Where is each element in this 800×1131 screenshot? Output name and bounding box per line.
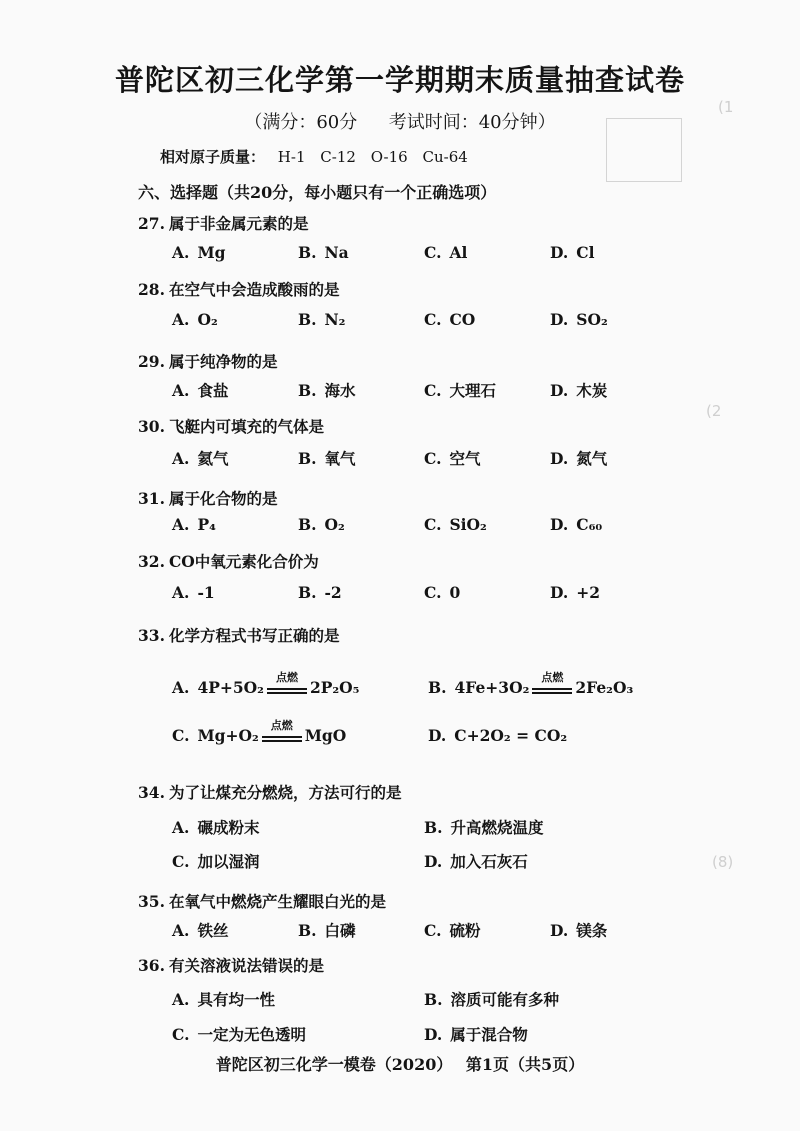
option-letter: A. [172, 818, 190, 837]
option [550, 583, 600, 602]
option-text: 加以湿润 [197, 852, 260, 871]
question-stem [138, 350, 277, 372]
option [172, 719, 347, 745]
question-text: 在氧气中燃烧产生耀眼白光的是 [168, 892, 386, 911]
option-text: 氦气 [197, 449, 229, 468]
option-text: 碾成粉末 [197, 818, 260, 837]
question-stem [138, 781, 401, 803]
option-text: 硫粉 [449, 921, 481, 940]
equation-products: 2Fe₂O₃ [575, 678, 634, 697]
option-text: CO [449, 310, 476, 329]
reaction-condition: 点燃 [270, 719, 293, 732]
option-letter: D. [428, 726, 447, 745]
option [172, 919, 228, 941]
atomic-mass-item: Cu-64 [422, 148, 468, 166]
option-text: O₂ [324, 515, 345, 534]
option-letter: B. [424, 818, 443, 837]
reaction-condition-sign [265, 671, 309, 697]
question-text: 属于纯净物的是 [168, 352, 278, 371]
option-letter: D. [550, 310, 569, 329]
exam-title: 普陀区初三化学第一学期期末质量抽查试卷 [114, 63, 685, 97]
footer-exam-name: 普陀区初三化学一模卷（2020） [215, 1055, 453, 1074]
option-text: 属于混合物 [450, 1025, 528, 1044]
question-stem [138, 487, 277, 509]
option [172, 379, 228, 401]
option [424, 447, 480, 469]
option-letter: C. [424, 515, 442, 534]
option [298, 310, 345, 329]
question-number: 27. [138, 214, 165, 233]
option-text: Mg [197, 243, 226, 262]
option-text: 铁丝 [197, 921, 229, 940]
option [550, 515, 602, 534]
question-stem [138, 278, 339, 300]
option [550, 919, 607, 941]
option [550, 310, 608, 329]
option-letter: B. [424, 990, 443, 1009]
option [298, 515, 345, 534]
option-letter: D. [550, 243, 569, 262]
question-number: 31. [138, 489, 165, 508]
option-letter: C. [172, 1025, 190, 1044]
question-text: CO中氧元素化合价为 [168, 552, 319, 571]
option-letter: D. [424, 1025, 443, 1044]
page-footer [0, 1052, 800, 1075]
option-letter: B. [298, 515, 317, 534]
option-letter: C. [172, 726, 190, 745]
option [424, 515, 487, 534]
option [424, 850, 528, 872]
option-text: N₂ [324, 310, 346, 329]
reaction-condition-sign [260, 719, 304, 745]
exam-subtitle [0, 108, 800, 134]
option-text: SO₂ [576, 310, 608, 329]
option [172, 988, 275, 1010]
bleed-through-mark: (1 [718, 98, 734, 116]
bleed-through-mark: (8) [712, 853, 734, 871]
option-text: 氧气 [324, 449, 356, 468]
option-letter: A. [172, 583, 190, 602]
reaction-condition: 点燃 [275, 671, 298, 684]
atomic-mass-item: C-12 [320, 148, 356, 166]
option-text: 镁条 [576, 921, 608, 940]
option-letter: D. [550, 583, 569, 602]
option-text: 大理石 [449, 381, 496, 400]
option-letter: D. [550, 515, 569, 534]
section-heading: 六、选择题（共20分，每小题只有一个正确选项） [138, 183, 497, 202]
question-number: 34. [138, 783, 165, 802]
question-text: 为了让煤充分燃烧，方法可行的是 [168, 783, 402, 802]
option [424, 583, 460, 602]
option [550, 379, 607, 401]
option-text: 溶质可能有多种 [450, 990, 560, 1009]
option [424, 379, 496, 401]
option-text: -1 [197, 583, 215, 602]
question-text: 化学方程式书写正确的是 [168, 626, 340, 645]
option-letter: A. [172, 678, 190, 697]
option-text: +2 [576, 583, 601, 602]
option [172, 850, 259, 872]
full-score: （满分：60分 [244, 112, 358, 133]
reaction-condition-sign [530, 671, 574, 697]
question-number: 32. [138, 552, 165, 571]
atomic-masses-label: 相对原子质量： [160, 148, 266, 166]
option-letter: D. [424, 852, 443, 871]
option-text: Al [449, 243, 468, 262]
option [424, 243, 467, 262]
option-text: P₄ [197, 515, 216, 534]
option-letter: B. [298, 310, 317, 329]
option-letter: B. [298, 921, 317, 940]
question-number: 35. [138, 892, 165, 911]
equation-reactants: Mg+O₂ [197, 726, 259, 745]
option [424, 1023, 528, 1045]
option-text: 氮气 [576, 449, 608, 468]
option-letter: C. [424, 381, 442, 400]
option [424, 988, 559, 1010]
option-text: 加入石灰石 [450, 852, 528, 871]
equation-reactants: 4P+5O₂ [197, 678, 264, 697]
option [424, 310, 475, 329]
option [172, 816, 259, 838]
question-number: 36. [138, 956, 165, 975]
option-text: 白磷 [324, 921, 356, 940]
option-text: 海水 [324, 381, 356, 400]
question-stem [138, 890, 386, 912]
reaction-condition: 点燃 [541, 671, 564, 684]
option-text: 升高燃烧温度 [450, 818, 544, 837]
option-text: 0 [449, 583, 461, 602]
question-number: 33. [138, 626, 165, 645]
option [550, 447, 607, 469]
option-letter: C. [424, 243, 442, 262]
option-text: 空气 [449, 449, 481, 468]
option-letter: D. [550, 921, 569, 940]
question-text: 在空气中会造成酸雨的是 [168, 280, 340, 299]
option [298, 447, 356, 469]
question-stem [138, 954, 324, 976]
option-letter: A. [172, 515, 190, 534]
atomic-masses [160, 146, 478, 167]
equation-products: 2P₂O₅ [309, 678, 360, 697]
question-stem [138, 550, 319, 572]
option [428, 726, 567, 745]
option-letter: B. [298, 243, 317, 262]
question-text: 有关溶液说法错误的是 [168, 956, 324, 975]
option [298, 583, 342, 602]
option-letter: B. [428, 678, 447, 697]
option-text: -2 [324, 583, 342, 602]
option [550, 243, 595, 262]
question-stem [138, 415, 324, 437]
option-text: 一定为无色透明 [197, 1025, 306, 1044]
option [172, 310, 218, 329]
option-letter: D. [550, 381, 569, 400]
option-text: C+2O₂ = CO₂ [454, 726, 568, 745]
option [172, 583, 215, 602]
option-text: SiO₂ [449, 515, 487, 534]
option-letter: C. [424, 583, 442, 602]
option [428, 671, 634, 697]
option [172, 671, 360, 697]
option-text: O₂ [197, 310, 218, 329]
question-text: 属于化合物的是 [168, 489, 278, 508]
question-text: 飞艇内可填充的气体是 [168, 417, 324, 436]
option [424, 816, 544, 838]
option-letter: B. [298, 381, 317, 400]
option-text: Na [324, 243, 349, 262]
option [298, 379, 356, 401]
bleed-through-mark: (2 [706, 402, 722, 420]
option [172, 515, 216, 534]
equation-reactants: 4Fe+3O₂ [454, 678, 530, 697]
atomic-mass-item: O-16 [370, 148, 408, 166]
option-letter: A. [172, 310, 190, 329]
option-letter: C. [172, 852, 190, 871]
option-text: 木炭 [576, 381, 608, 400]
equation-products: MgO [304, 726, 347, 745]
option-letter: D. [550, 449, 569, 468]
question-stem [138, 624, 339, 646]
atomic-mass-item: H-1 [277, 148, 306, 166]
option-text: 食盐 [197, 381, 229, 400]
option-letter: C. [424, 921, 442, 940]
option-text: C₆₀ [576, 515, 603, 534]
option-text: Cl [576, 243, 595, 262]
option-letter: C. [424, 310, 442, 329]
option-text: 具有均一性 [197, 990, 275, 1009]
option-letter: B. [298, 583, 317, 602]
option [172, 1023, 306, 1045]
question-text: 属于非金属元素的是 [168, 214, 309, 233]
option-letter: A. [172, 921, 190, 940]
option [424, 919, 480, 941]
question-number: 28. [138, 280, 165, 299]
question-number: 30. [138, 417, 165, 436]
option [172, 447, 228, 469]
option [298, 243, 349, 262]
footer-page-number: 第1页（共5页） [465, 1055, 585, 1074]
option-letter: A. [172, 449, 190, 468]
option-letter: A. [172, 990, 190, 1009]
option [298, 919, 356, 941]
option-letter: C. [424, 449, 442, 468]
question-number: 29. [138, 352, 165, 371]
question-stem [138, 212, 308, 234]
option-letter: A. [172, 243, 190, 262]
exam-time: 考试时间：40分钟） [388, 112, 556, 133]
option-letter: A. [172, 381, 190, 400]
option [172, 243, 225, 262]
option-letter: B. [298, 449, 317, 468]
